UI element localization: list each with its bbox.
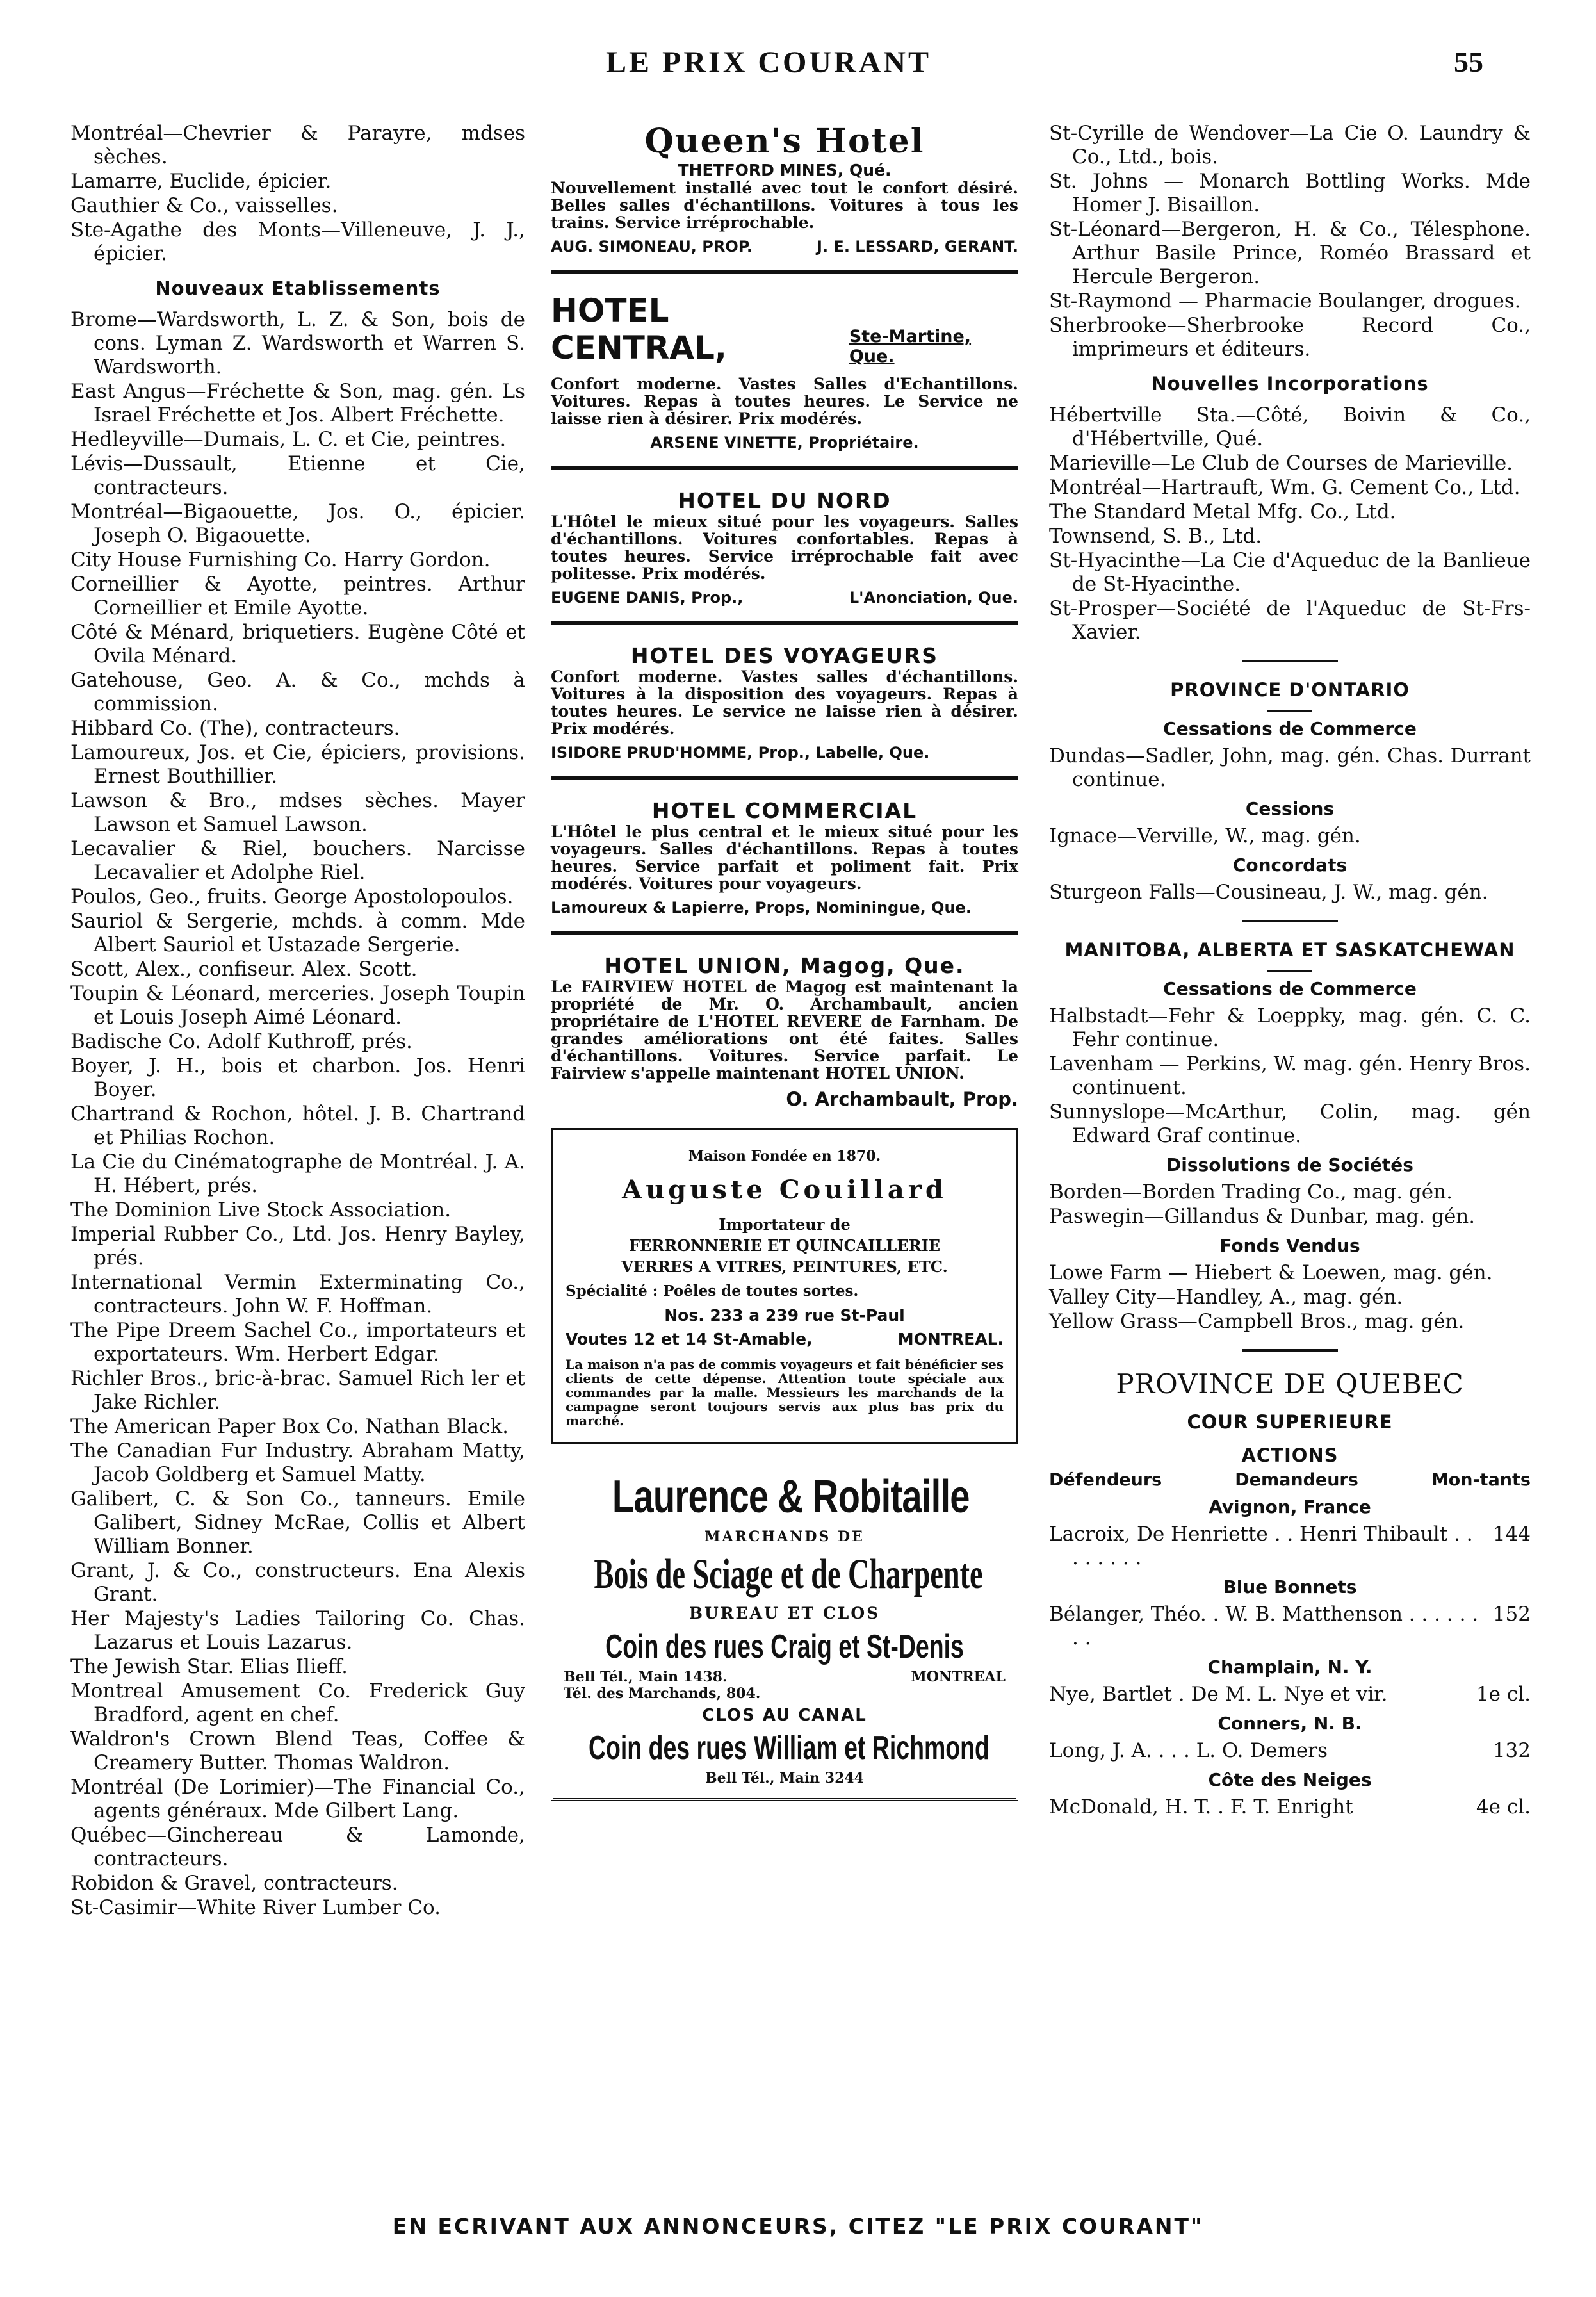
ad-city: MONTREAL: [911, 1669, 1006, 1685]
action-parties: Bélanger, Théo. . W. B. Matthenson . . . . . . . .: [1049, 1603, 1479, 1649]
ad-canal: CLOS AU CANAL: [702, 1706, 867, 1725]
ad-city: MONTREAL.: [897, 1330, 1004, 1348]
col-defendeurs: Défendeurs: [1049, 1470, 1162, 1490]
ad-phone: Bell Tél., Main 1438.: [564, 1669, 728, 1685]
ad-body: Confort moderne. Vastes salles d'échantillons. Voitures à la disposition des voyageurs. Repas à toutes heures. Le service ne laisse rien à désirer. Prix modérés.: [551, 667, 1018, 738]
action-place: Côte des Neiges: [1208, 1769, 1372, 1790]
action-parties: Lacroix, De Henriette . . Henri Thibault . . . . . . . .: [1049, 1523, 1473, 1569]
list-item: International Vermin Exterminating Co., contracteurs. John W. F. Hoffman.: [70, 1271, 525, 1318]
list-item: St-Cyrille de Wendover—La Cie O. Laundry & Co., Ltd., bois.: [1049, 122, 1531, 168]
list-item: Badische Co. Adolf Kuthroff, prés.: [70, 1030, 412, 1053]
right-column: [1049, 122, 1531, 1819]
list-item: Lawson & Bro., mdses sèches. Mayer Lawson et Samuel Lawson.: [70, 789, 525, 836]
left-column: [70, 122, 525, 1920]
list-item: St-Hyacinthe—La Cie d'Aqueduc de la Banlieue de St-Hyacinthe.: [1049, 549, 1531, 596]
ad-body: Nouvellement installé avec tout le confort désiré. Belles salles d'échantillons. Voitures à tous les trains. Service irréprochable.: [551, 179, 1018, 232]
list-item: Paswegin—Gillandus & Dunbar, mag. gén.: [1049, 1205, 1476, 1228]
list-item: Corneillier & Ayotte, peintres. Arthur Corneillier et Emile Ayotte.: [70, 573, 525, 619]
list-item: Hedleyville—Dumais, L. C. et Cie, peintres.: [70, 428, 507, 451]
list-item: Scott, Alex., confiseur. Alex. Scott.: [70, 958, 418, 981]
ad-title-row: [551, 292, 1018, 366]
ad-merchants: MARCHANDS DE: [704, 1528, 865, 1545]
ad-founded: Maison Fondée en 1870.: [688, 1148, 881, 1165]
list-item: Valley City—Handley, A., mag. gén.: [1049, 1286, 1403, 1309]
action-amount: 144: [1492, 1523, 1531, 1546]
list-item: Lévis—Dussault, Etienne et Cie, contracteurs.: [70, 452, 525, 499]
list-item: Waldron's Crown Blend Teas, Coffee & Creamery Butter. Thomas Waldron.: [70, 1728, 525, 1774]
subsection-title: Cessations de Commerce: [1163, 718, 1417, 739]
list-item: Chartrand & Rochon, hôtel. J. B. Chartrand et Philias Rochon.: [70, 1102, 525, 1149]
ad-title: HOTEL UNION, Magog, Que.: [604, 953, 965, 978]
ad-body: L'Hôtel le mieux situé pour les voyageurs. Salles d'échantillons. Voitures confortables. Repas à toutes heures. Service irréprochable fait avec politesse. Prix modérés.: [551, 512, 1018, 583]
ad-title: Queen's Hotel: [644, 122, 925, 161]
action-amount: 152: [1492, 1603, 1531, 1626]
ad-office: BUREAU ET CLOS: [688, 1604, 881, 1623]
section-title-incorporations: Nouvelles Incorporations: [1151, 373, 1429, 395]
subsection-title: Dissolutions de Sociétés: [1166, 1154, 1413, 1175]
right-entries-top: [1049, 122, 1531, 361]
ad-hotel-commercial: [551, 798, 1018, 917]
divider: [1242, 660, 1338, 662]
list-item: East Angus—Fréchette & Son, mag. gén. Ls Israel Fréchette et Jos. Albert Fréchette.: [70, 380, 525, 427]
list-item: Her Majesty's Ladies Tailoring Co. Chas. Lazarus et Louis Lazarus.: [70, 1607, 525, 1654]
list-item: Borden—Borden Trading Co., mag. gén.: [1049, 1181, 1453, 1204]
ad-title: Laurence & Robitaille: [612, 1471, 970, 1523]
page-header: [0, 45, 1596, 96]
list-item: Dundas—Sadler, John, mag. gén. Chas. Durrant continue.: [1049, 744, 1531, 791]
divider: [551, 270, 1018, 274]
list-item: Richler Bros., bric-à-brac. Samuel Rich ler et Jake Richler.: [70, 1367, 525, 1414]
ad-owner: ISIDORE PRUD'HOMME, Prop., Labelle, Que.: [551, 744, 930, 762]
ad-owner: O. Archambault, Prop.: [786, 1088, 1018, 1110]
list-item: Imperial Rubber Co., Ltd. Jos. Henry Bayley, prés.: [70, 1223, 525, 1270]
list-item: Boyer, J. H., bois et charbon. Jos. Henri Boyer.: [70, 1054, 525, 1101]
list-item: Montréal (De Lorimier)—The Financial Co., agents généraux. Mde Gilbert Lang.: [70, 1776, 525, 1822]
ad-title: HOTEL COMMERCIAL: [651, 798, 918, 823]
list-item: Toupin & Léonard, merceries. Joseph Toupin et Louis Joseph Aimé Léonard.: [70, 982, 525, 1029]
ad-note: La maison n'a pas de commis voyageurs et fait bénéficier ses clients de cette dépense. Attention toute spéciale aux commandes par la malle. Messieurs les marchands de la campagne seront toujours servis aux plus bas prix du marché.: [566, 1357, 1004, 1428]
ontario-cessations: [1049, 744, 1531, 792]
list-item: Galibert, C. & Son Co., tanneurs. Emile Galibert, Sidney McRae, Collis et Albert William Bonner.: [70, 1487, 525, 1558]
list-item: Québec—Ginchereau & Lamonde, contracteurs.: [70, 1824, 525, 1870]
action-row: [1049, 1603, 1531, 1650]
list-item: The Dominion Live Stock Association.: [70, 1198, 452, 1222]
ad-body: Confort moderne. Vastes Salles d'Echantillons. Voitures. Repas à toutes heures. Le Service ne laisse rien à désirer. Prix modérés.: [551, 375, 1018, 428]
divider: [1242, 1349, 1338, 1352]
divider: [551, 776, 1018, 780]
ad-line-1: FERRONNERIE ET QUINCAILLERIE: [628, 1236, 941, 1255]
action-row: [1049, 1795, 1531, 1819]
action-place: Conners, N. B.: [1217, 1713, 1362, 1734]
ontario-cessions: [1049, 824, 1531, 848]
ad-hotel-central: [551, 292, 1018, 452]
ad-hotel-du-nord: [551, 488, 1018, 607]
list-item: Ignace—Verville, W., mag. gén.: [1049, 824, 1361, 847]
ad-footer: [551, 589, 1018, 607]
ad-laurence-robitaille: [551, 1457, 1018, 1801]
court-title: COUR SUPERIEURE: [1187, 1411, 1393, 1433]
list-item: St-Casimir—White River Lumber Co.: [70, 1896, 441, 1919]
ad-corner: Coin des rues Craig et St-Denis: [605, 1628, 964, 1665]
ad-location: Ste-Martine, Que.: [849, 327, 972, 366]
ad-address-row: [566, 1330, 1004, 1348]
action-row: [1049, 1683, 1531, 1706]
list-item: Ste-Agathe des Monts—Villeneuve, J. J., épicier.: [70, 218, 525, 265]
ad-auguste-couillard: [551, 1128, 1018, 1444]
actions-title: ACTIONS: [1241, 1444, 1339, 1466]
list-item: The Standard Metal Mfg. Co., Ltd.: [1049, 500, 1396, 523]
list-item: Townsend, S. B., Ltd.: [1049, 525, 1262, 548]
action-place: Avignon, France: [1209, 1496, 1371, 1517]
manitoba-fonds-vendus: [1049, 1261, 1531, 1334]
section-title-nouveaux: Nouveaux Etablissements: [155, 277, 441, 299]
divider: [1242, 920, 1338, 922]
subsection-title: Fonds Vendus: [1219, 1235, 1360, 1256]
ad-owner: AUG. SIMONEAU, PROP.: [551, 238, 753, 256]
list-item: Lamoureux, Jos. et Cie, épiciers, provisions. Ernest Bouthillier.: [70, 741, 525, 788]
ad-hotel-des-voyageurs: [551, 643, 1018, 762]
ad-phone-row: [564, 1669, 1006, 1685]
list-item: Poulos, Geo., fruits. George Apostolopoulos.: [70, 885, 514, 908]
manitoba-cessations: [1049, 1004, 1531, 1148]
ad-specialty: Spécialité : Poêles de toutes sortes.: [566, 1282, 859, 1300]
ad-address: Nos. 233 a 239 rue St-Paul: [664, 1306, 905, 1325]
ad-queens-hotel: [551, 122, 1018, 256]
subsection-title: Cessations de Commerce: [1163, 978, 1417, 999]
actions-column-headers: [1049, 1470, 1531, 1490]
ad-place: L'Anonciation, Que.: [849, 589, 1018, 607]
ad-wood: Bois de Sciage et de Charpente: [594, 1551, 983, 1598]
ads-column: [551, 122, 1018, 1801]
ad-title: Auguste Couillard: [622, 1175, 947, 1205]
ad-title: HOTEL DES VOYAGEURS: [630, 643, 939, 668]
col-demandeurs: Demandeurs: [1235, 1470, 1358, 1490]
list-item: Sherbrooke—Sherbrooke Record Co., imprimeurs et éditeurs.: [1049, 314, 1531, 361]
divider: [1267, 970, 1312, 972]
ad-hotel-union: [551, 953, 1018, 1110]
col-montants: Mon-tants: [1431, 1470, 1531, 1490]
list-item: Gauthier & Co., vaisselles.: [70, 194, 338, 217]
page-number: 55: [1454, 45, 1483, 78]
ad-body: L'Hôtel le plus central et le mieux situé pour les voyageurs. Salles d'échantillons. Repas à toutes heures. Service parfait et poliment fait. Prix modérés. Voitures pour voyageurs.: [551, 822, 1018, 893]
ad-title: HOTEL DU NORD: [678, 488, 892, 513]
action-parties: McDonald, H. T. . F. T. Enright: [1049, 1795, 1353, 1819]
section-title-quebec: PROVINCE DE QUEBEC: [1116, 1368, 1464, 1400]
list-item: Gatehouse, Geo. A. & Co., mchds à commission.: [70, 669, 525, 715]
ad-importer: Importateur de: [719, 1215, 851, 1234]
action-place: Champlain, N. Y.: [1207, 1656, 1372, 1678]
action-amount: 4e cl.: [1476, 1795, 1531, 1819]
divider: [551, 466, 1018, 470]
ad-manager: J. E. LESSARD, GERANT.: [817, 238, 1018, 256]
list-item: Montréal—Hartrauft, Wm. G. Cement Co., Ltd.: [1049, 476, 1520, 499]
list-item: Grant, J. & Co., constructeurs. Ena Alexis Grant.: [70, 1559, 525, 1606]
section-title-manitoba: MANITOBA, ALBERTA ET SASKATCHEWAN: [1064, 939, 1515, 961]
ad-line-2: VERRES A VITRES, PEINTURES, ETC.: [621, 1257, 948, 1276]
left-entries-top: [70, 122, 525, 266]
subsection-title: Cessions: [1245, 798, 1335, 819]
list-item: Sunnyslope—McArthur, Colin, mag. gén Edward Graf continue.: [1049, 1100, 1531, 1147]
list-item: The American Paper Box Co. Nathan Black.: [70, 1415, 509, 1438]
actions-list: [1049, 1496, 1531, 1819]
list-item: The Jewish Star. Elias Ilieff.: [70, 1655, 348, 1678]
ad-body: Le FAIRVIEW HOTEL de Magog est maintenant la propriété de Mr. O. Archambault, ancien propriétaire de L'HOTEL REVERE de Farnham. De grandes améliorations ont été faites. Salles d'échantillons. Voitures. Service parfait. Le Fairview s'appelle maintenant HOTEL UNION.: [551, 977, 1018, 1083]
list-item: Lecavalier & Riel, bouchers. Narcisse Lecavalier et Adolphe Riel.: [70, 837, 525, 884]
list-item: St. Johns — Monarch Bottling Works. Mde Homer J. Bisaillon.: [1049, 170, 1531, 217]
list-item: Sauriol & Sergerie, mchds. à comm. Mde Albert Sauriol et Ustazade Sergerie.: [70, 910, 525, 956]
list-item: Halbstadt—Fehr & Loeppky, mag. gén. C. C. Fehr continue.: [1049, 1004, 1531, 1051]
incorporations-list: [1049, 404, 1531, 644]
ad-title: HOTEL CENTRAL,: [551, 292, 727, 366]
action-place: Blue Bonnets: [1223, 1576, 1357, 1598]
list-item: Lavenham — Perkins, W. mag. gén. Henry Bros. continuent.: [1049, 1052, 1531, 1099]
action-parties: Long, J. A. . . . L. O. Demers: [1049, 1739, 1328, 1762]
action-amount: 132: [1492, 1739, 1531, 1762]
divider: [1267, 710, 1312, 712]
list-item: Robidon & Gravel, contracteurs.: [70, 1872, 398, 1895]
list-item: Hébertville Sta.—Côté, Boivin & Co., d'Hébertville, Qué.: [1049, 404, 1531, 450]
ad-footer: [551, 238, 1018, 256]
list-item: Marieville—Le Club de Courses de Marieville.: [1049, 452, 1513, 475]
ad-corner-2: Coin des rues William et Richmond: [589, 1729, 989, 1767]
action-parties: Nye, Bartlet . De M. L. Nye et vir.: [1049, 1683, 1388, 1706]
ontario-concordats: [1049, 881, 1531, 904]
ad-owner: EUGENE DANIS, Prop.,: [551, 589, 744, 607]
list-item: Brome—Wardsworth, L. Z. & Son, bois de cons. Lyman Z. Wardsworth et Warren S. Wardsworth.: [70, 308, 525, 379]
manitoba-dissolutions: [1049, 1181, 1531, 1229]
running-title: LE PRIX COURANT: [606, 45, 932, 79]
ad-location: THETFORD MINES, Qué.: [678, 161, 892, 179]
list-item: The Canadian Fur Industry. Abraham Matty, Jacob Goldberg et Samuel Matty.: [70, 1439, 525, 1486]
list-item: Hibbard Co. (The), contracteurs.: [70, 717, 400, 740]
list-item: Yellow Grass—Campbell Bros., mag. gén.: [1049, 1310, 1465, 1333]
list-item: St-Raymond — Pharmacie Boulanger, drogues.: [1049, 290, 1521, 313]
ad-owner: Lamoureux & Lapierre, Props, Nominingue, Que.: [551, 899, 972, 917]
ad-phone-2: Bell Tél., Main 3244: [705, 1770, 864, 1786]
list-item: Montréal—Chevrier & Parayre, mdses sèches.: [70, 122, 525, 168]
subsection-title: Concordats: [1232, 854, 1348, 876]
list-item: City House Furnishing Co. Harry Gordon.: [70, 548, 491, 571]
divider: [551, 621, 1018, 625]
ad-merchant-phone: Tél. des Marchands, 804.: [564, 1685, 761, 1702]
action-row: [1049, 1523, 1531, 1570]
divider: [551, 931, 1018, 935]
list-item: St-Prosper—Société de l'Aqueduc de St-Frs-Xavier.: [1049, 597, 1531, 644]
ad-owner: ARSENE VINETTE, Propriétaire.: [650, 434, 919, 452]
list-item: Montreal Amusement Co. Frederick Guy Bradford, agent en chef.: [70, 1680, 525, 1726]
list-item: La Cie du Cinématographe de Montréal. J. A. H. Hébert, prés.: [70, 1150, 525, 1197]
list-item: Lowe Farm — Hiebert & Loewen, mag. gén.: [1049, 1261, 1493, 1284]
action-amount: 1e cl.: [1476, 1683, 1531, 1706]
action-row: [1049, 1739, 1531, 1763]
list-item: Sturgeon Falls—Cousineau, J. W., mag. gén.: [1049, 881, 1488, 904]
list-item: Montréal—Bigaouette, Jos. O., épicier. Joseph O. Bigaouette.: [70, 500, 525, 547]
list-item: Lamarre, Euclide, épicier.: [70, 170, 332, 193]
page-footer: EN ECRIVANT AUX ANNONCEURS, CITEZ "LE PRIX COURANT": [392, 2214, 1204, 2239]
list-item: St-Léonard—Bergeron, H. & Co., Télesphone. Arthur Basile Prince, Roméo Brassard et Hercule Bergeron.: [1049, 218, 1531, 288]
ad-vaults: Voutes 12 et 14 St-Amable,: [566, 1330, 813, 1348]
section-title-ontario: PROVINCE D'ONTARIO: [1170, 679, 1410, 701]
left-entries-list: [70, 308, 525, 1920]
list-item: The Pipe Dreem Sachel Co., importateurs et exportateurs. Wm. Herbert Edgar.: [70, 1319, 525, 1366]
list-item: Côté & Ménard, briquetiers. Eugène Côté et Ovila Ménard.: [70, 621, 525, 667]
